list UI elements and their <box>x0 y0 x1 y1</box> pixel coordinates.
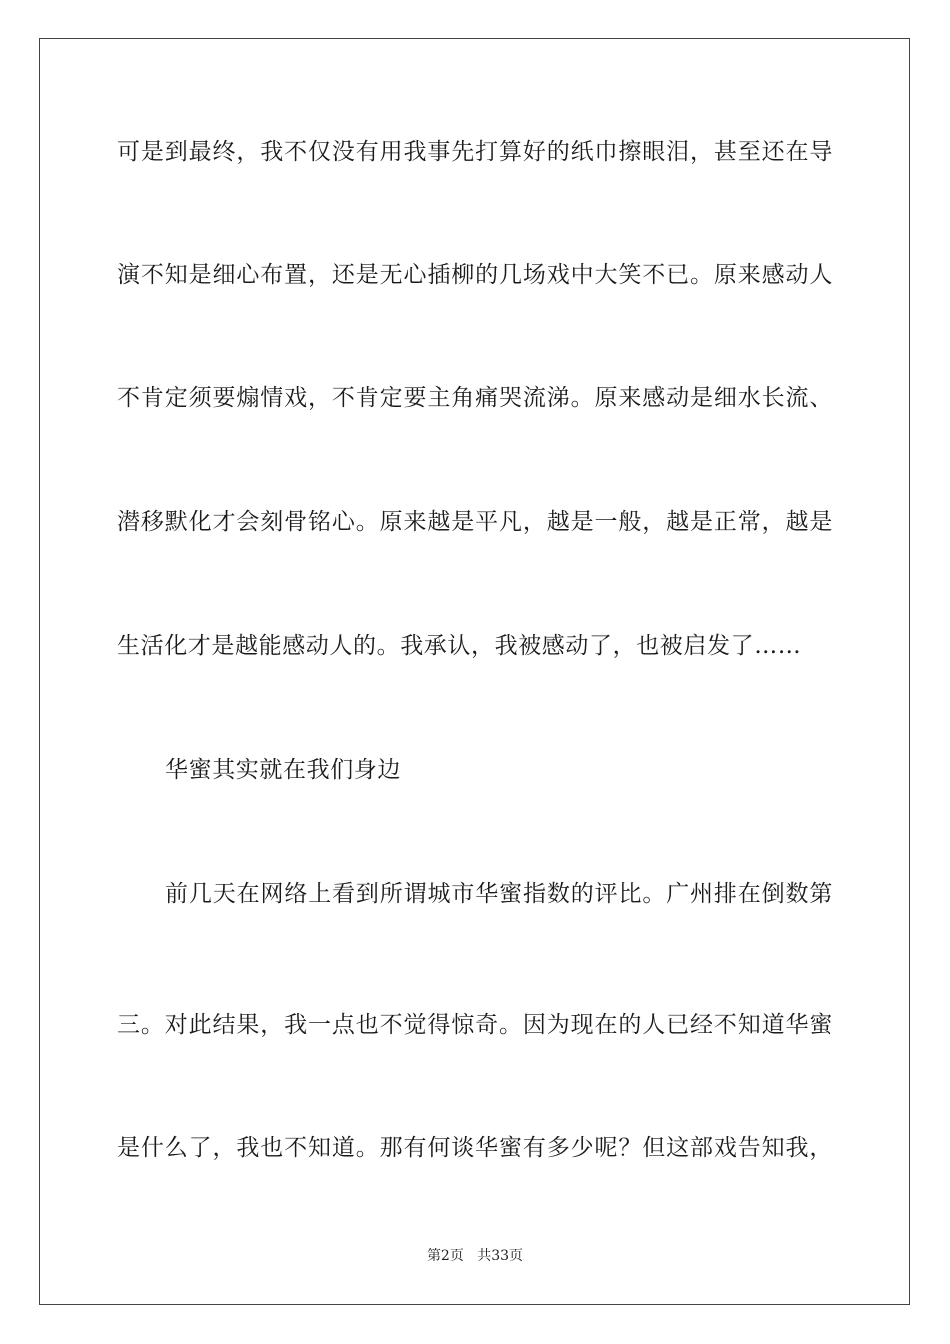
paragraph-line-3: 不肯定须要煽情戏，不肯定要主角痛哭流涕。原来感动是细水长流、 <box>117 385 833 411</box>
paragraph-line-8: 是什么了，我也不知道。那有何谈华蜜有多少呢？但这部戏告知我， <box>117 1135 833 1161</box>
page-footer <box>0 1246 950 1266</box>
paragraph-line-4: 潜移默化才会刻骨铭心。原来越是平凡，越是一般，越是正常，越是 <box>117 509 833 535</box>
paragraph-line-5: 生活化才是越能感动人的。我承认，我被感动了，也被启发了…… <box>117 633 802 659</box>
paragraph-line-7: 三。对此结果，我一点也不觉得惊奇。因为现在的人已经不知道华蜜 <box>117 1012 833 1038</box>
paragraph-line-2: 演不知是细心布置，还是无心插柳的几场戏中大笑不已。原来感动人 <box>117 262 833 288</box>
page-border <box>39 38 910 1305</box>
paragraph-line-1: 可是到最终，我不仅没有用我事先打算好的纸巾擦眼泪，甚至还在导 <box>117 139 833 165</box>
page-number: 第2页 <box>426 1248 464 1264</box>
page-total: 共33页 <box>477 1248 524 1264</box>
paragraph-line-6: 前几天在网络上看到所谓城市华蜜指数的评比。广州排在倒数第 <box>165 881 833 907</box>
section-heading: 华蜜其实就在我们身边 <box>165 757 401 783</box>
